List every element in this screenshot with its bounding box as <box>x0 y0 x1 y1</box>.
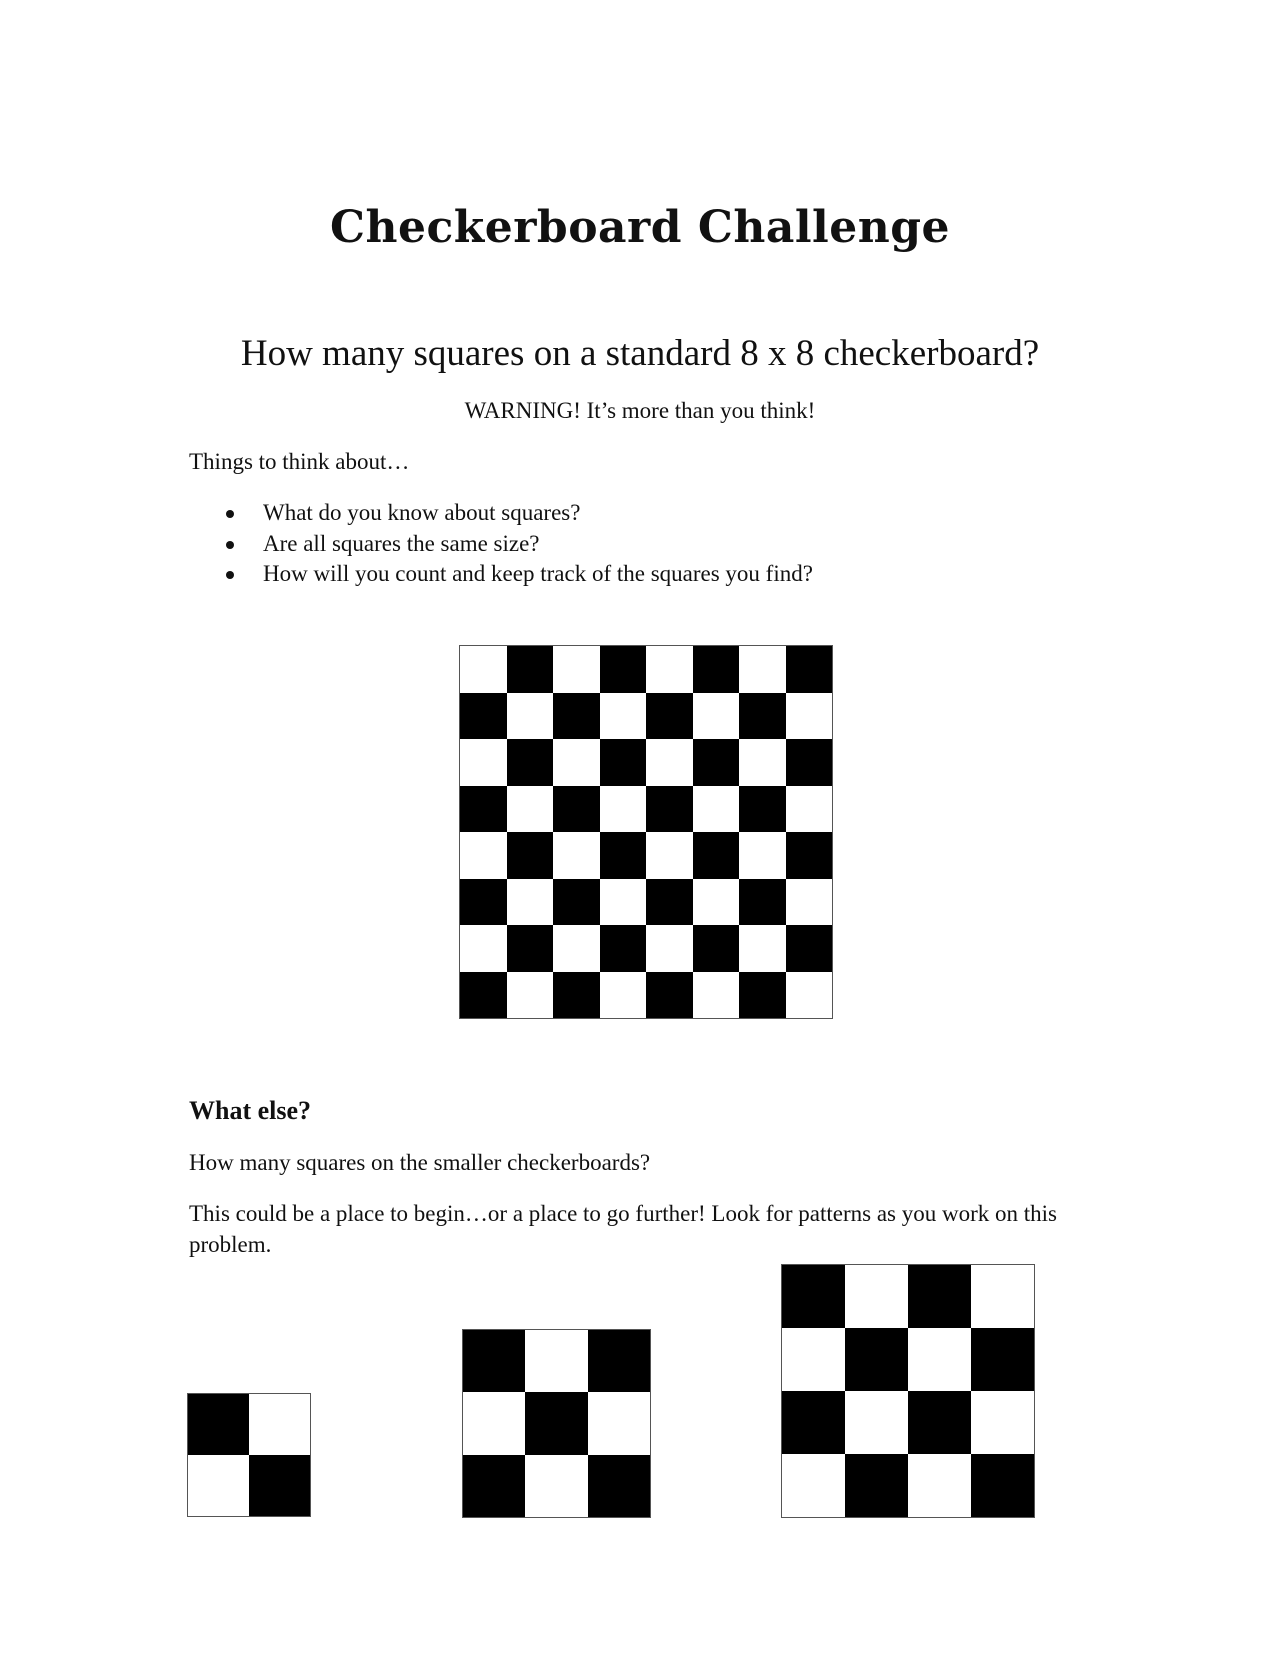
light-square <box>553 646 600 693</box>
dark-square <box>553 786 600 833</box>
light-square <box>507 879 554 926</box>
light-square <box>507 786 554 833</box>
light-square <box>739 739 786 786</box>
light-square <box>507 693 554 740</box>
dark-square <box>693 646 740 693</box>
dark-square <box>553 693 600 740</box>
light-square <box>693 972 740 1019</box>
dark-square <box>553 879 600 926</box>
dark-square <box>525 1392 587 1454</box>
dark-square <box>188 1394 249 1455</box>
think-about-list <box>189 498 813 590</box>
light-square <box>845 1391 908 1454</box>
dark-square <box>971 1454 1034 1517</box>
light-square <box>693 786 740 833</box>
light-square <box>188 1455 249 1516</box>
dark-square <box>693 925 740 972</box>
dark-square <box>553 972 600 1019</box>
dark-square <box>693 739 740 786</box>
light-square <box>600 879 647 926</box>
dark-square <box>463 1455 525 1517</box>
dark-square <box>646 879 693 926</box>
dark-square <box>600 925 647 972</box>
light-square <box>463 1392 525 1454</box>
light-square <box>646 739 693 786</box>
dark-square <box>588 1330 650 1392</box>
dark-square <box>463 1330 525 1392</box>
light-square <box>507 972 554 1019</box>
light-square <box>739 925 786 972</box>
light-square <box>739 646 786 693</box>
light-square <box>646 646 693 693</box>
list-item <box>189 559 813 590</box>
light-square <box>786 693 833 740</box>
page-title: Checkerboard Challenge <box>329 202 951 253</box>
light-square <box>525 1330 587 1392</box>
dark-square <box>908 1265 971 1328</box>
dark-square <box>507 925 554 972</box>
list-item <box>189 498 813 529</box>
bullet-icon <box>226 541 234 549</box>
light-square <box>460 832 507 879</box>
dark-square <box>739 786 786 833</box>
dark-square <box>460 972 507 1019</box>
dark-square <box>739 693 786 740</box>
list-item-text: How will you count and keep track of the squares you find? <box>263 561 813 586</box>
checkerboard-4x4 <box>781 1264 1035 1518</box>
dark-square <box>507 646 554 693</box>
light-square <box>460 646 507 693</box>
dark-square <box>646 786 693 833</box>
light-square <box>971 1391 1034 1454</box>
light-square <box>460 739 507 786</box>
patterns-paragraph: This could be a place to begin…or a place to go further! Look for patterns as you work on this problem. <box>189 1201 1058 1257</box>
light-square <box>739 832 786 879</box>
dark-square <box>600 646 647 693</box>
light-square <box>786 879 833 926</box>
light-square <box>786 972 833 1019</box>
light-square <box>525 1455 587 1517</box>
checkerboard-3x3 <box>462 1329 651 1518</box>
dark-square <box>782 1391 845 1454</box>
main-question: How many squares on a standard 8 x 8 checkerboard? <box>240 333 1040 374</box>
light-square <box>782 1454 845 1517</box>
warning-text: WARNING! It’s more than you think! <box>464 398 816 423</box>
light-square <box>646 925 693 972</box>
dark-square <box>600 739 647 786</box>
dark-square <box>460 693 507 740</box>
light-square <box>845 1265 908 1328</box>
light-square <box>553 739 600 786</box>
dark-square <box>971 1328 1034 1391</box>
dark-square <box>588 1455 650 1517</box>
dark-square <box>908 1391 971 1454</box>
dark-square <box>786 925 833 972</box>
light-square <box>553 925 600 972</box>
light-square <box>600 972 647 1019</box>
light-square <box>786 786 833 833</box>
what-else-heading: What else? <box>189 1096 312 1125</box>
dark-square <box>249 1455 310 1516</box>
dark-square <box>845 1454 908 1517</box>
dark-square <box>693 832 740 879</box>
dark-square <box>460 786 507 833</box>
light-square <box>908 1328 971 1391</box>
dark-square <box>460 879 507 926</box>
light-square <box>553 832 600 879</box>
light-square <box>693 879 740 926</box>
light-square <box>782 1328 845 1391</box>
dark-square <box>646 972 693 1019</box>
dark-square <box>600 832 647 879</box>
list-item <box>189 529 813 560</box>
dark-square <box>782 1265 845 1328</box>
bullet-icon <box>226 510 234 518</box>
things-to-think-about-label: Things to think about… <box>189 449 410 474</box>
light-square <box>600 786 647 833</box>
list-item-text: Are all squares the same size? <box>263 530 540 556</box>
bullet-icon <box>226 571 234 579</box>
smaller-boards-question: How many squares on the smaller checkerboards? <box>189 1150 651 1175</box>
light-square <box>908 1454 971 1517</box>
checkerboard-2x2 <box>187 1393 311 1517</box>
checkerboard-8x8 <box>459 645 833 1019</box>
dark-square <box>507 832 554 879</box>
dark-square <box>786 832 833 879</box>
dark-square <box>739 879 786 926</box>
light-square <box>971 1265 1034 1328</box>
dark-square <box>507 739 554 786</box>
light-square <box>693 693 740 740</box>
dark-square <box>845 1328 908 1391</box>
dark-square <box>786 646 833 693</box>
dark-square <box>786 739 833 786</box>
dark-square <box>646 693 693 740</box>
light-square <box>249 1394 310 1455</box>
list-item-text: What do you know about squares? <box>263 500 581 525</box>
light-square <box>588 1392 650 1454</box>
light-square <box>460 925 507 972</box>
light-square <box>600 693 647 740</box>
dark-square <box>739 972 786 1019</box>
light-square <box>646 832 693 879</box>
